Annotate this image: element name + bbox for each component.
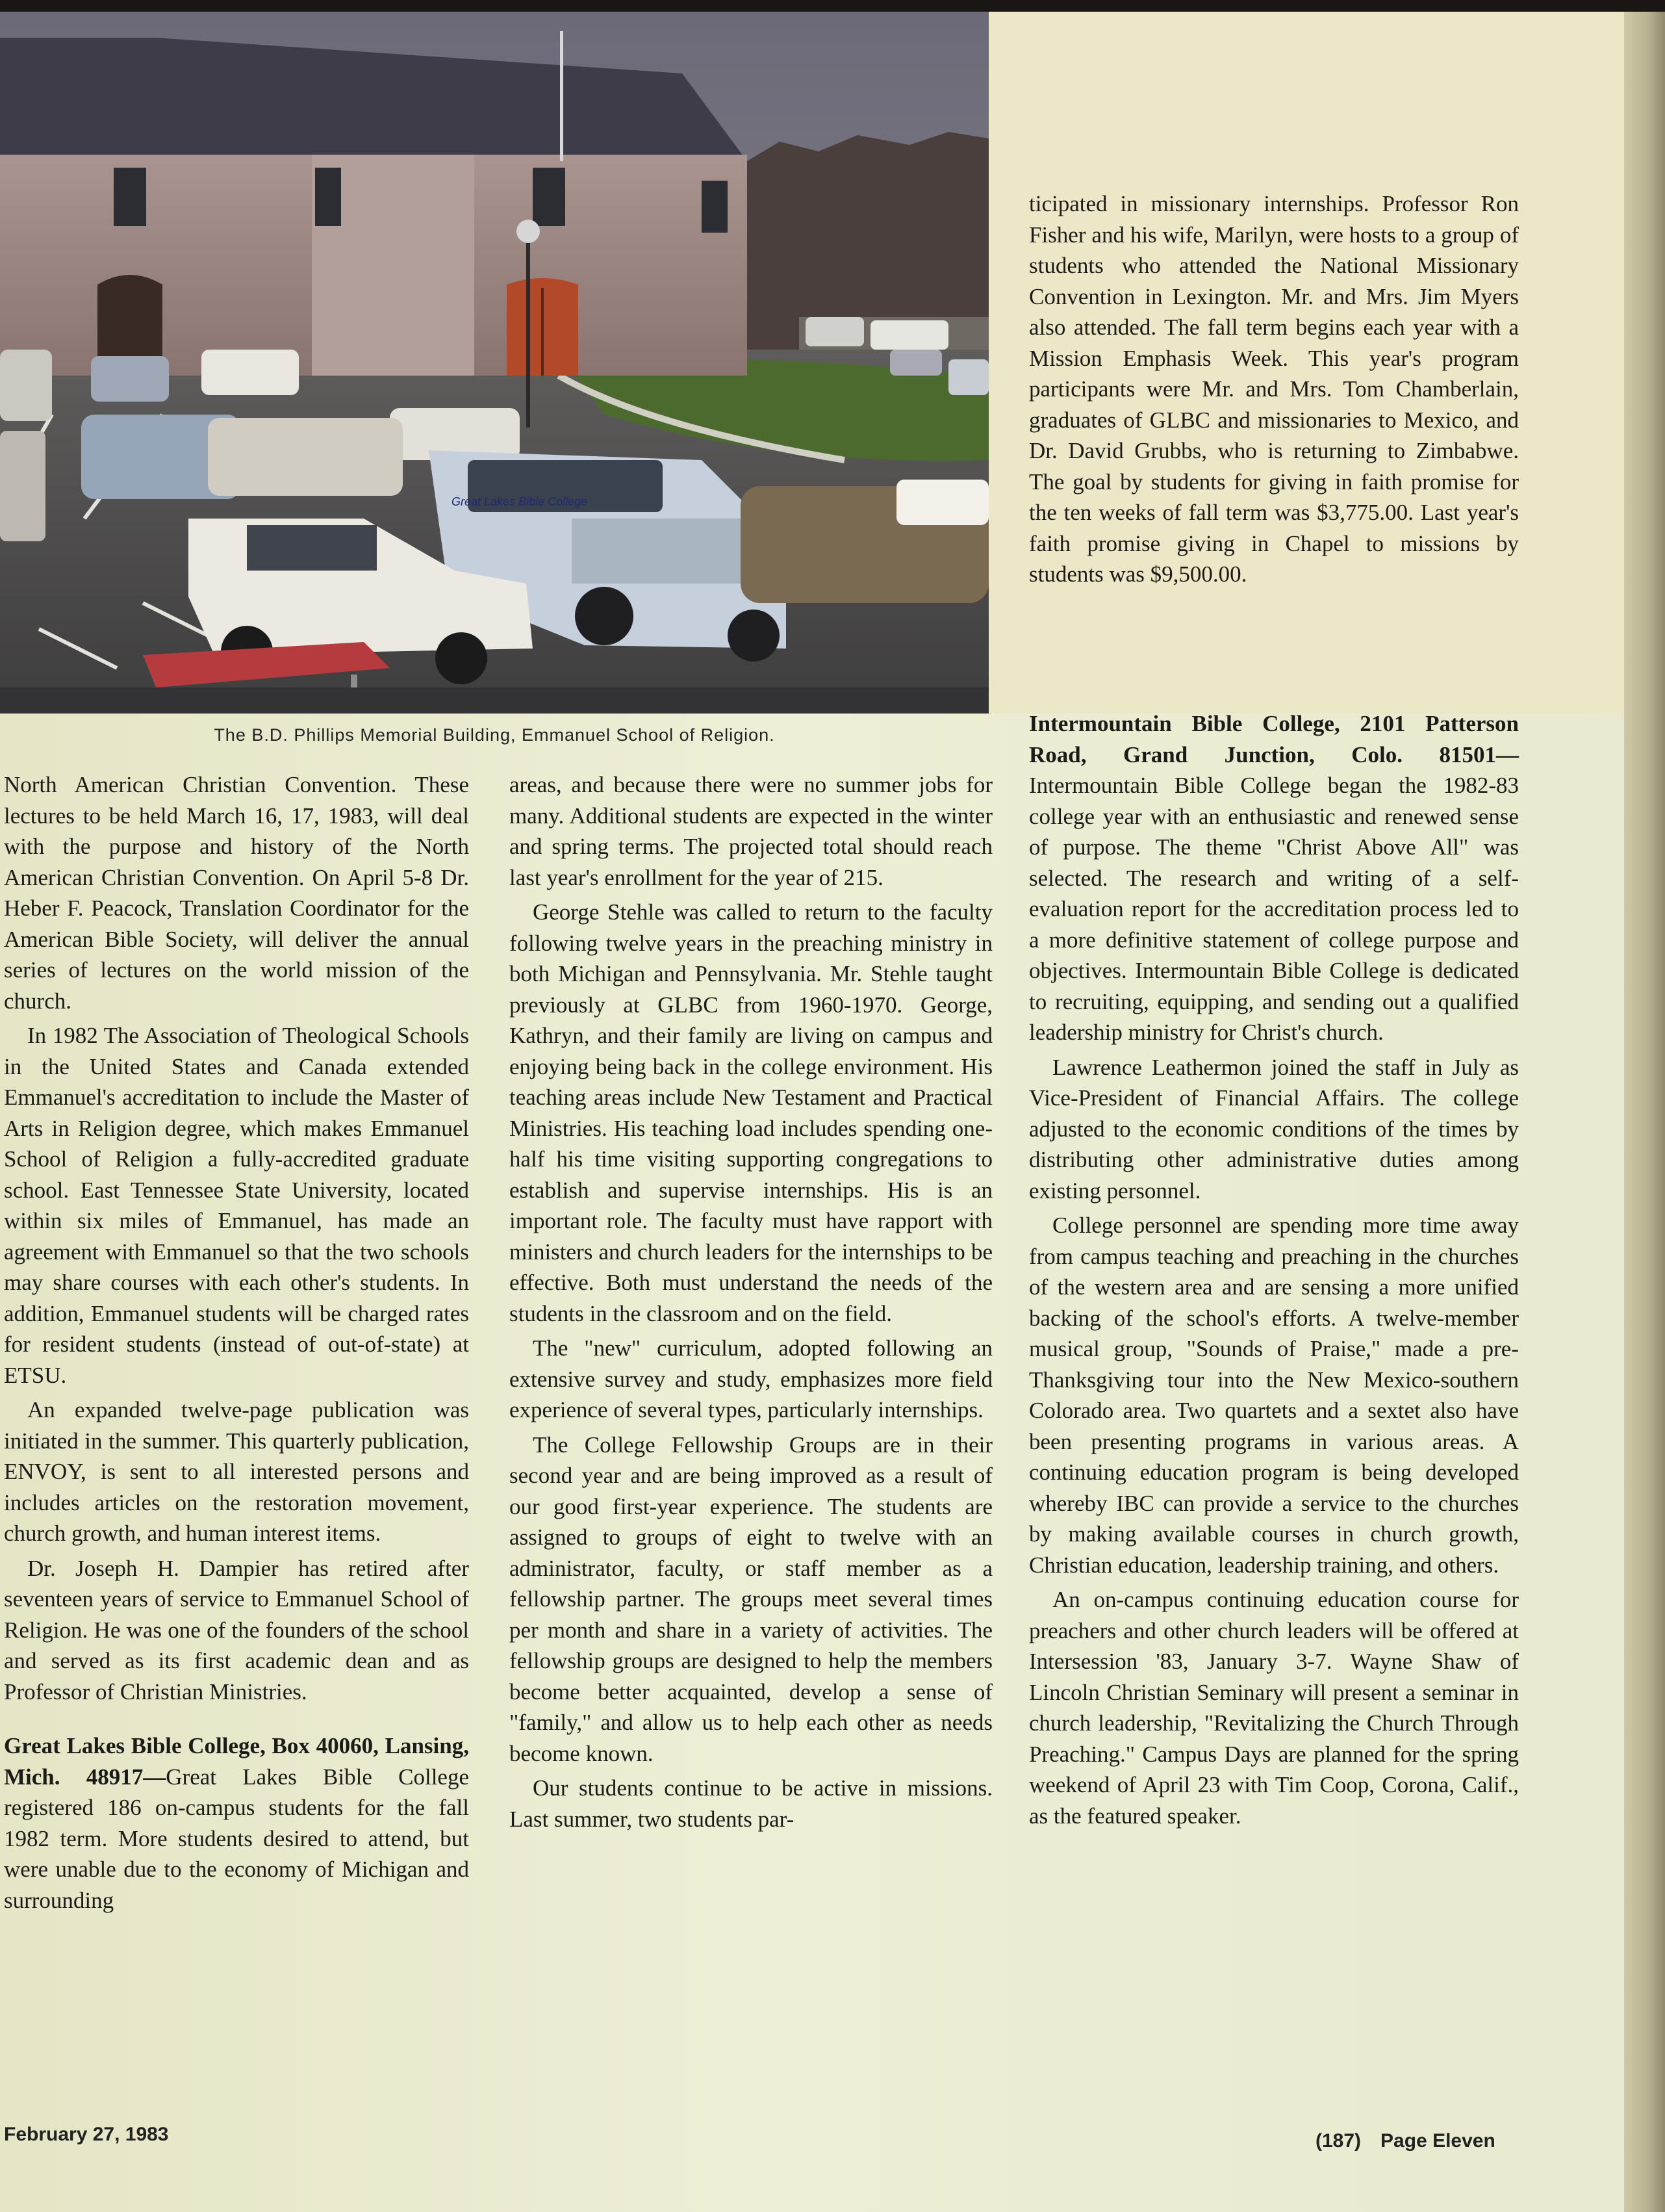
scan-top-edge bbox=[0, 0, 1665, 12]
article-column-3-bottom bbox=[1029, 708, 1519, 1835]
paragraph-body: Great Lakes Bible College registered 186 on-campus students for the fall 1982 term. More students desired to attend, but were unable due to the economy of Michigan and surrounding bbox=[4, 1764, 469, 1913]
page-code: (187) bbox=[1315, 2130, 1362, 2152]
paragraph: Lawrence Leathermon joined the staff in July as Vice-President of Financial Affairs. The college adjusted to the economic conditions of the times by distributing other administrative duties among existing personnel. bbox=[1029, 1054, 1519, 1203]
building-photo bbox=[0, 12, 989, 714]
page-label: Page Eleven bbox=[1380, 2130, 1495, 2152]
paragraph: The College Fellowship Groups are in their second year and are being improved as a result of our good first-year experience. The students are assigned to groups of eight to twelve with an administrator, faculty, or staff member as a fellowship partner. The groups meet several times per month and share in a variety of activities. The fellowship groups are designed to help the members become better acquainted, develop a sense of "family," and allow us to help each other as needs become known. bbox=[509, 1432, 993, 1766]
paragraph-body: Intermountain Bible College began the 1982-83 college year with an enthusiastic and renewed sense of purpose. The theme "Christ Above All" was selected. The research and writing of a self-evaluation report for the accreditation process led to a more definitive statement of college purpose and objectives. Intermountain Bible College is dedicated to recruiting, equipping, and sending out a qualified leadership ministry for Christ's church. bbox=[1029, 773, 1519, 1045]
paragraph: The "new" curriculum, adopted following an extensive survey and study, emphasizes more field experience of several types, particularly internships. bbox=[509, 1335, 993, 1422]
paragraph: ticipated in missionary internships. Professor Ron Fisher and his wife, Marilyn, were hosts to a group of students who attended the National Missionary Convention in Lexington. Mr. and Mrs. Jim Myers also attended. The fall term begins each year with a Mission Emphasis Week. This year's program participants were Mr. and Mrs. Tom Chamberlain, graduates of GLBC and missionaries to Mexico, and Dr. David Grubbs, who is returning to Zimbabwe. The goal by students for giving in faith promise for the ten weeks of fall term was $3,775.00. Last year's faith promise giving in Chapel to missions by students was $9,500.00. bbox=[1029, 191, 1519, 587]
issue-date: February 27, 1983 bbox=[4, 2124, 169, 2145]
article-column-3-top bbox=[1029, 188, 1519, 594]
paragraph bbox=[4, 1730, 469, 1916]
paragraph: An expanded twelve-page publication was initiated in the summer. This quarterly publication, ENVOY, is sent to all interested persons and includes articles on the restoration movement, church growth, and human interest items. bbox=[4, 1397, 469, 1546]
college-heading: Great Lakes Bible College, Box 40060, Lansing, Mich. 48917— bbox=[4, 1733, 469, 1790]
paragraph: Our students continue to be active in missions. Last summer, two students par- bbox=[509, 1775, 993, 1832]
van-lettering: Great Lakes Bible College bbox=[451, 495, 588, 508]
page-number bbox=[1315, 2130, 1495, 2152]
article-column-1 bbox=[4, 769, 469, 1920]
college-heading: Intermountain Bible College, 2101 Patterson Road, Grand Junction, Colo. 81501— bbox=[1029, 711, 1519, 767]
paragraph: areas, and because there were no summer jobs for many. Additional students are expected in the winter and spring terms. The projected total should reach last year's enrollment for the year of 215. bbox=[509, 772, 993, 890]
paragraph bbox=[1029, 708, 1519, 1048]
photo-caption: The B.D. Phillips Memorial Building, Emmanuel School of Religion. bbox=[214, 725, 775, 745]
paragraph: An on-campus continuing education course for preachers and other church leaders will be offered at Intersession '83, January 3-7. Wayne Shaw of Lincoln Christian Seminary will present a seminar in church leadership, "Revitalizing the Church Through Preaching." Campus Days are planned for the spring weekend of April 23 with Tim Coop, Corona, Calif., as the featured speaker. bbox=[1029, 1587, 1519, 1829]
paragraph: College personnel are spending more time away from campus teaching and preaching in the churches of the western area and are sensing a more unified backing of the school's efforts. A twelve-member musical group, "Sounds of Praise," made a pre-Thanksgiving tour into the New Mexico-southern Colorado area. Two quartets and a sextet also have been presenting programs in various areas. A continuing education program is being developed whereby IBC can provide a service to the churches by making available courses in church growth, Christian education, leadership training, and others. bbox=[1029, 1213, 1519, 1578]
paragraph: North American Christian Convention. These lectures to be held March 16, 17, 1983, will deal with the purpose and history of the North American Christian Convention. On April 5-8 Dr. Heber F. Peacock, Translation Coordinator for the American Bible Society, will deliver the annual series of lectures on the world mission of the church. bbox=[4, 772, 469, 1014]
page-edge bbox=[1624, 0, 1665, 2212]
paragraph: In 1982 The Association of Theological Schools in the United States and Canada extended Emmanuel's accreditation to include the Master of Arts in Religion degree, which makes Emmanuel School of Religion a fully-accredited graduate school. East Tennessee State University, located within six miles of Emmanuel, has made an agreement with Emmanuel so that the two schools may share courses with each other's students. In addition, Emmanuel students will be charged rates for resident students (instead of out-of-state) at ETSU. bbox=[4, 1023, 469, 1388]
article-column-2 bbox=[509, 769, 993, 1838]
paragraph: Dr. Joseph H. Dampier has retired after seventeen years of service to Emmanuel School of Religion. He was one of the founders of the school and served as its first academic dean and as Professor of Christian Ministries. bbox=[4, 1555, 469, 1704]
paragraph: George Stehle was called to return to the faculty following twelve years in the preaching ministry in both Michigan and Pennsylvania. Mr. Stehle taught previously at GLBC from 1960-1970. George, Kathryn, and their family are living on campus and enjoying being back in the college environment. His teaching areas include New Testament and Practical Ministries. His teaching load includes spending one-half his time visiting supporting congregations to establish and supervise internships. His is an important role. The faculty must have rapport with ministers and church leaders for the internships to be effective. Both must understand the needs of the students in the classroom and on the field. bbox=[509, 899, 993, 1326]
